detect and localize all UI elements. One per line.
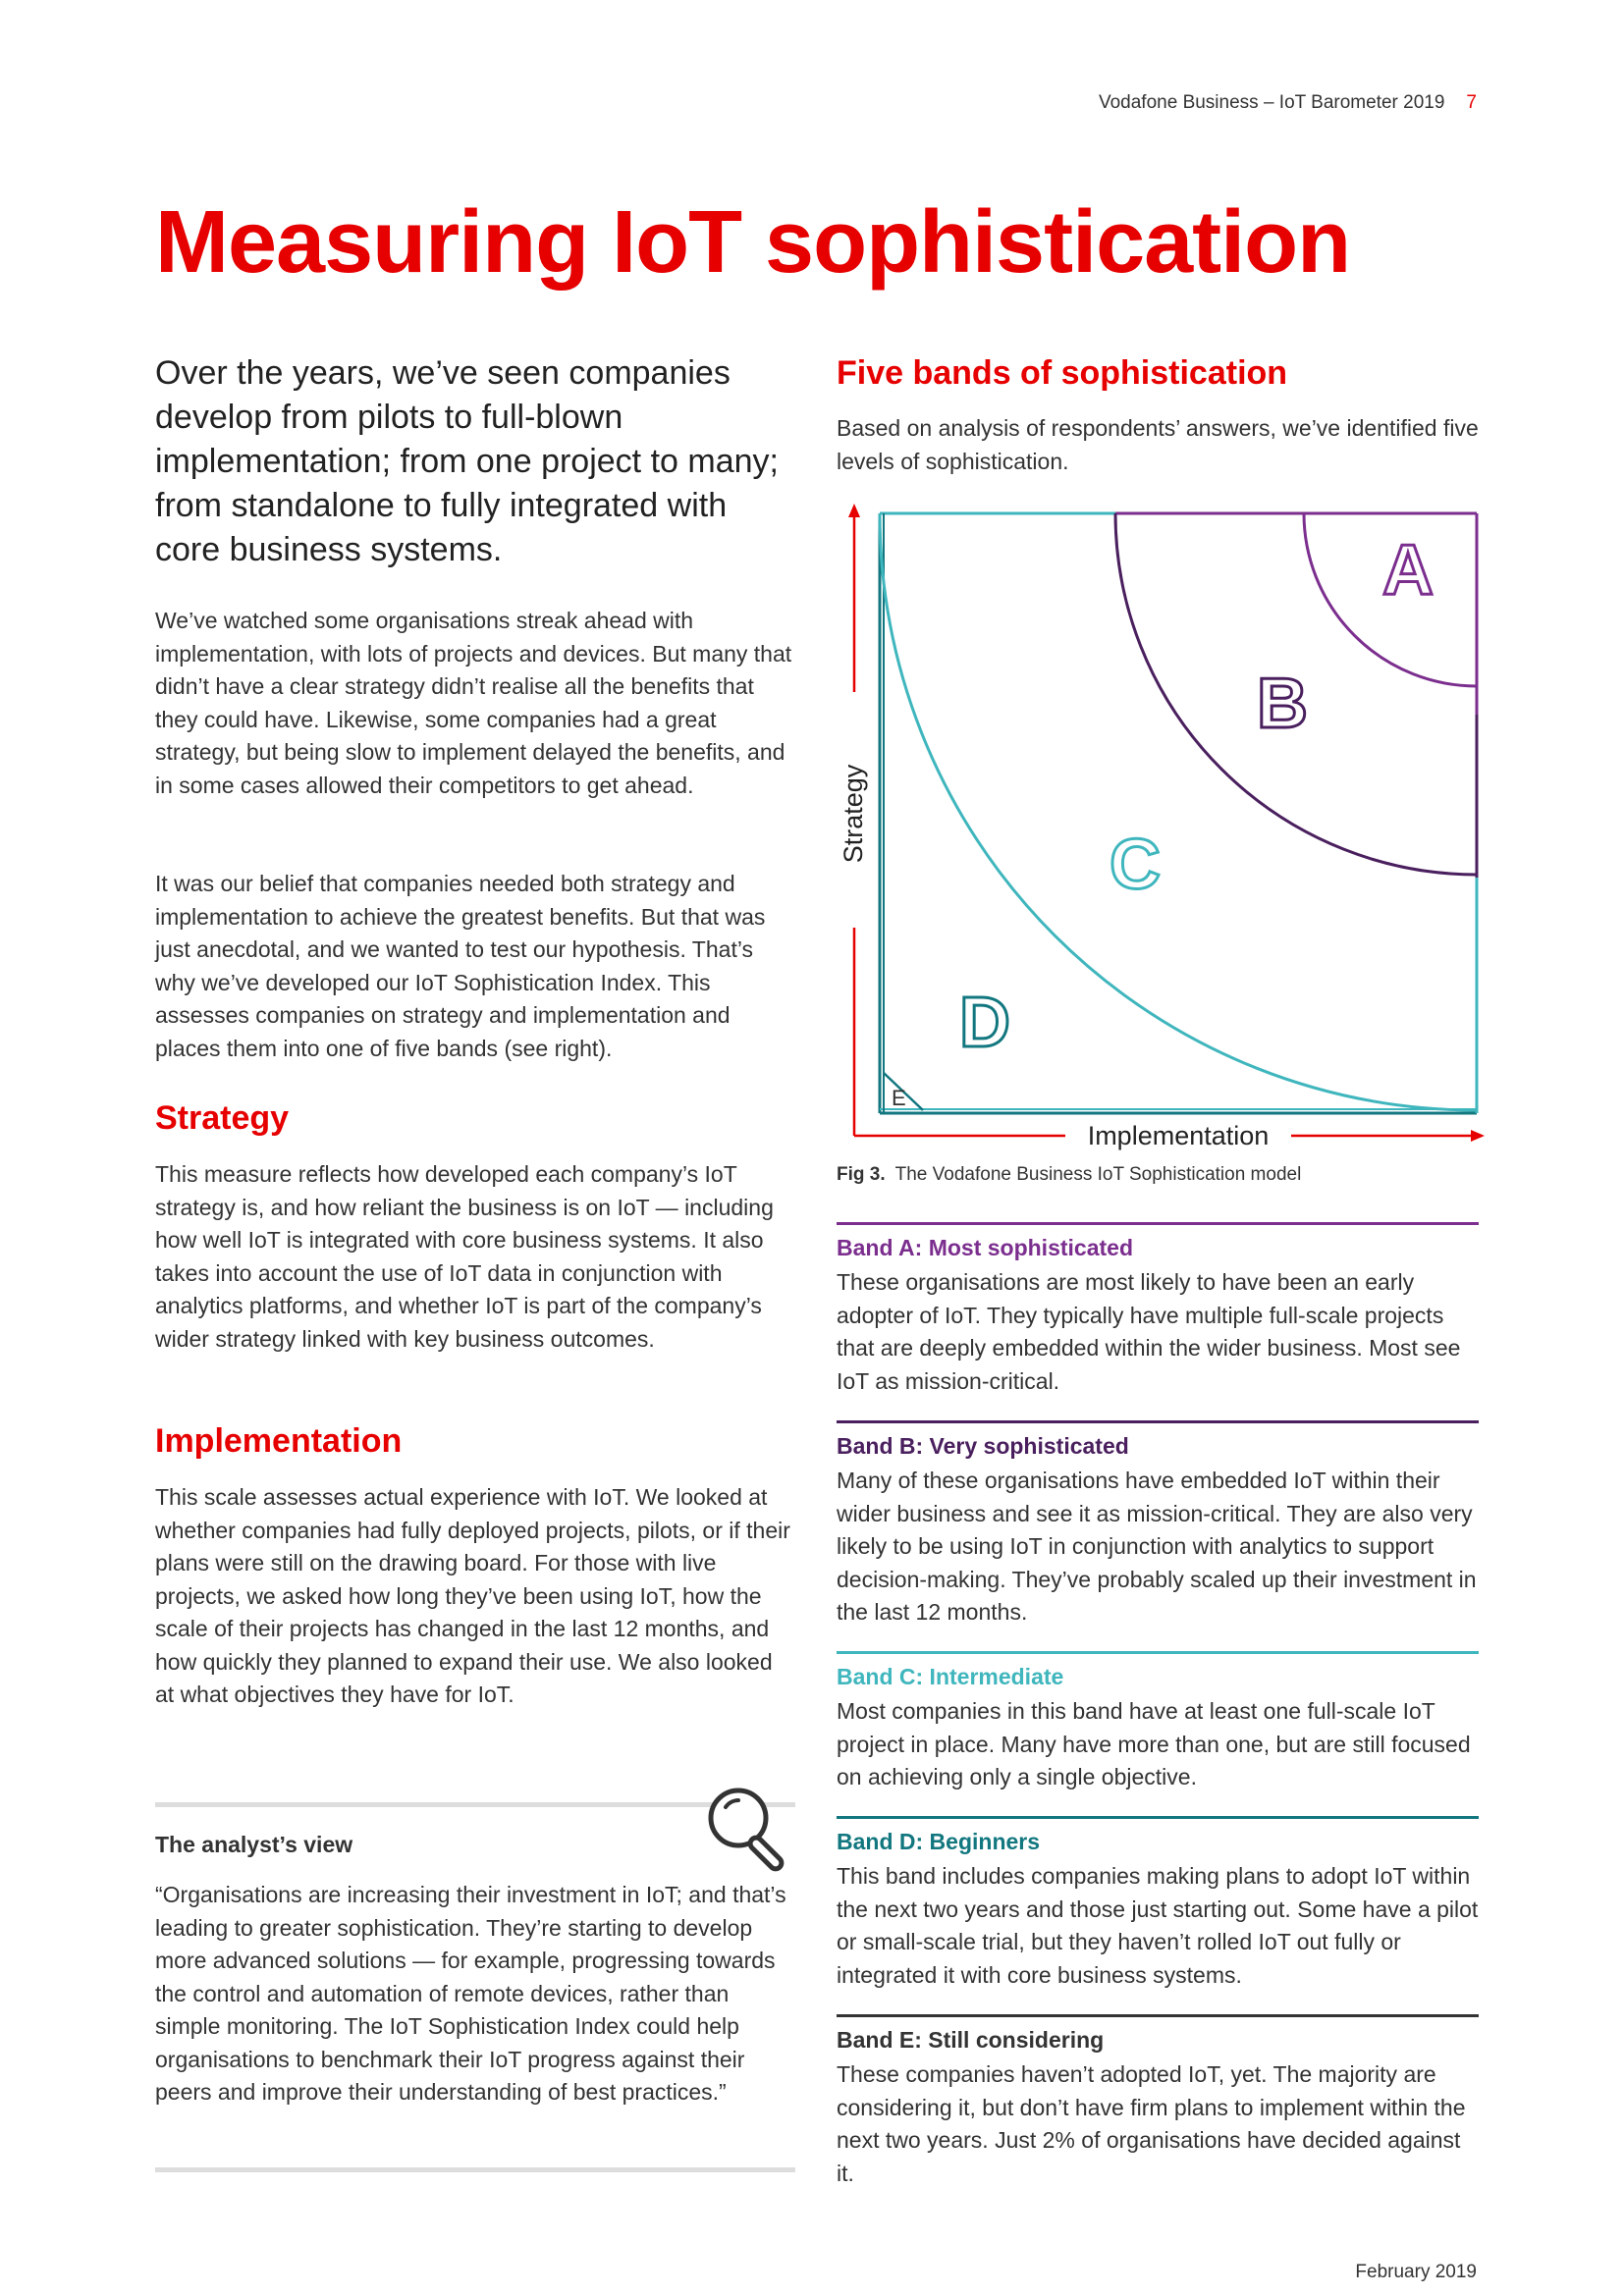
five-bands-text: Based on analysis of respondents’ answers, we’ve identified five levels of sophistication. xyxy=(837,415,1479,474)
analyst-quote: “Organisations are increasing their investment in IoT; and that’s leading to greater sophistication. They’re starting to develop more advanced solutions — for example, progressing towards the control and automation of remote devices, rather than simple monitoring. The IoT Sophistication Index could help organisations to benchmark their IoT progress against their peers and improve their understanding of best practices.” xyxy=(155,1882,786,2105)
strategy-heading: Strategy xyxy=(155,1099,290,1137)
five-bands-heading: Five bands of sophistication xyxy=(837,354,1288,392)
band-a-title: Band A: Most sophisticated xyxy=(837,1235,1133,1260)
sophistication-diagram-svg xyxy=(825,496,1492,1168)
band-d-text: This band includes companies making plans to adopt IoT within the next two years and those just starting out. Some have a pilot or small-scale trial, but they haven’t rolled IoT out fully or integrated it with core business systems. xyxy=(837,1863,1479,1988)
band-e-title: Band E: Still considering xyxy=(837,2027,1105,2053)
body-paragraph-2: It was our belief that companies needed both strategy and implementation to achieve the greatest benefits. But that was just anecdotal, and we wanted to test our hypothesis. That’s why we’ve developed our IoT Sophistication Index. This assesses companies on strategy and implementation and places them into one of five bands (see right). xyxy=(155,871,766,1061)
band-c-rule xyxy=(837,1651,1479,1654)
band-e-text: These companies haven’t adopted IoT, yet. The majority are considering it, but don’t have firm plans to implement within the next two years. Just 2% of organisations have decided against it. xyxy=(837,2061,1466,2186)
page-header xyxy=(1099,92,1477,114)
implementation-heading: Implementation xyxy=(155,1422,403,1460)
footer-date: February 2019 xyxy=(1355,2262,1477,2282)
page-number: 7 xyxy=(1466,92,1477,113)
band-a-rule xyxy=(837,1222,1479,1225)
strategy-text: This measure reflects how developed each company’s IoT strategy is, and how reliant the business is on IoT — including how well IoT is integrated with core business systems. It also takes into account the use of IoT data in conjunction with analytics platforms, and whether IoT is part of the company’s wider strategy linked with key business outcomes. xyxy=(155,1161,774,1352)
region-label-d: D xyxy=(959,984,1010,1062)
figure-caption-text: The Vodafone Business IoT Sophistication model xyxy=(894,1164,1302,1185)
region-label-c: C xyxy=(1110,826,1161,904)
band-b-text: Many of these organisations have embedded IoT within their wider business and see it as mission-critical. They are also very likely to be using IoT in conjunction with analytics to support decision-making. They’ve probably scaled up their investment in the last 12 months. xyxy=(837,1468,1477,1625)
implementation-text: This scale assesses actual experience with IoT. We looked at whether companies had fully deployed projects, pilots, or if their plans were still on the drawing board. For those with live projects, we asked how long they’ve been using IoT, how the scale of their projects has changed in the last 12 months, and how quickly they planned to expand their use. We also looked at what objectives they have for IoT. xyxy=(155,1484,790,1707)
region-label-e: E xyxy=(892,1086,906,1110)
region-label-b: B xyxy=(1257,665,1308,743)
band-a-text: These organisations are most likely to have been an early adopter of IoT. They typically have multiple full-scale projects that are deeply embedded within the wider business. Most see IoT as mission-critical. xyxy=(837,1269,1461,1394)
band-e-rule xyxy=(837,2014,1479,2017)
publication-name: Vodafone Business – IoT Barometer 2019 xyxy=(1098,92,1445,113)
region-label-a: A xyxy=(1382,531,1434,610)
x-axis-label: Implementation xyxy=(1087,1121,1270,1150)
band-c-title: Band C: Intermediate xyxy=(837,1664,1064,1689)
y-axis-arrowhead xyxy=(848,504,860,517)
band-b-title: Band B: Very sophisticated xyxy=(837,1433,1129,1459)
y-axis-label: Strategy xyxy=(839,764,868,864)
page-title: Measuring IoT sophistication xyxy=(155,193,1351,292)
band-b-rule xyxy=(837,1420,1479,1423)
band-c-text: Most companies in this band have at least one full-scale IoT project in place. Many have more than one, but are still focused on achieving only a single objective. xyxy=(837,1698,1471,1789)
band-d-rule xyxy=(837,1816,1479,1819)
sophistication-diagram xyxy=(825,496,1492,1168)
figure-caption xyxy=(837,1164,1479,1186)
body-paragraph-1: We’ve watched some organisations streak ahead with implementation, with lots of projects and devices. But many that didn’t have a clear strategy didn’t realise all the benefits that they could have. Likewise, some companies had a great strategy, but being slow to implement delayed the benefits, and in some cases allowed their competitors to get ahead. xyxy=(155,608,792,798)
magnifier-icon xyxy=(699,1779,803,1883)
analyst-bottom-rule xyxy=(155,2167,795,2172)
x-axis-arrowhead xyxy=(1471,1130,1485,1142)
figure-caption-label: Fig 3. xyxy=(837,1164,886,1185)
analyst-label: The analyst’s view xyxy=(155,1832,353,1857)
band-d-title: Band D: Beginners xyxy=(837,1829,1041,1854)
intro-text: Over the years, we’ve seen companies develop from pilots to full-blown implementation; from one project to many; from standalone to fully integrated with core business systems. xyxy=(155,354,779,568)
